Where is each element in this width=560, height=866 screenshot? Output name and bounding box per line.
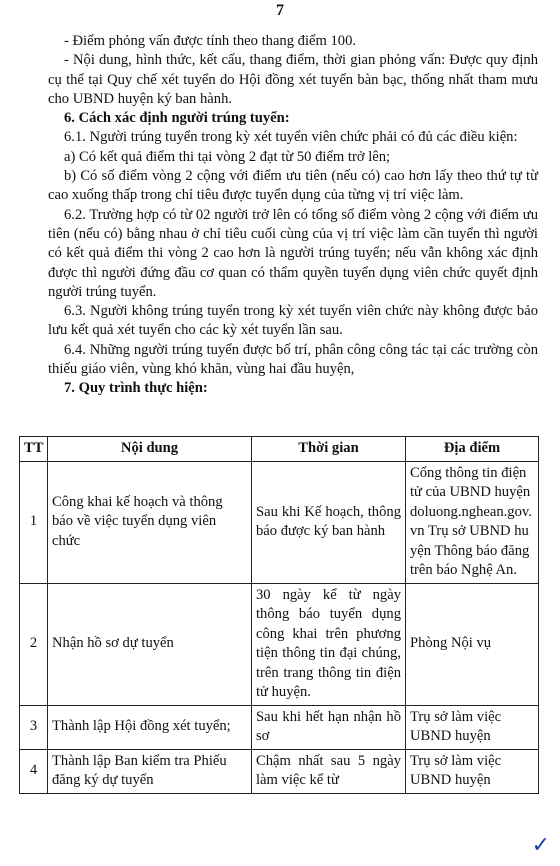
paragraph: 6.1. Người trúng tuyển trong kỳ xét tuyển viên chức phải có đủ các điều kiện: [64, 129, 518, 146]
row-place: Cổng thông tin điện tử của UBND huyện doluong.nghean.gov.vn Trụ sở UBND huyện Thông báo đăng trên báo Nghệ An. [406, 461, 539, 583]
paragraph: a) Có kết quả điểm thi tại vòng 2 đạt từ 50 điểm trở lên; [64, 148, 391, 165]
paragraph: 6.3. Người không trúng tuyển trong kỳ xét tuyển viên chức này không được bảo lưu kết quả xét tuyển cho các kỳ xét tuyển lần sau. [48, 303, 538, 339]
row-content: Công khai kế hoạch và thông báo về việc tuyển dụng viên chức [48, 461, 252, 583]
table-row [20, 583, 539, 705]
page-number: 7 [276, 2, 284, 19]
row-time: Sau khi Kế hoạch, thông báo được ký ban hành [252, 461, 406, 583]
paragraph: 6.2. Trường hợp có từ 02 người trở lên có tổng số điểm vòng 2 cộng với điểm ưu tiên (nếu có) bằng nhau ở chỉ tiêu cuối cùng của vị trí việc làm cần tuyển thì người có kết quả điểm thi vòng 2 cao hơn là người trúng tuyển; nếu vẫn không xác định được thì người đứng đầu cơ quan có thẩm quyền tuyển dụng viên chức quyết định người trúng tuyển. [48, 206, 538, 300]
checkmark-icon: ✓ [531, 832, 550, 857]
header-tt: TT [20, 437, 48, 462]
table-row [20, 705, 539, 749]
row-number: 1 [20, 461, 48, 583]
row-place: Trụ sở làm việc UBND huyện [406, 749, 539, 793]
paragraph: - Điểm phỏng vấn được tính theo thang điểm 100. [64, 33, 357, 49]
row-place: Phòng Nội vụ [406, 583, 539, 705]
paragraph: - Nội dung, hình thức, kết cấu, thang điểm, thời gian phỏng vấn: Được quy định cụ thể tại Quy chế xét tuyển do Hội đồng xét tuyển bàn bạc, thống nhất tham mưu cho UBND huyện ký ban hành. [48, 52, 538, 107]
header-time: Thời gian [252, 437, 406, 462]
paragraph: 6.4. Những người trúng tuyển được bố trí, phân công công tác tại các trường còn thiếu giáo viên, vùng khó khăn, vùng hai đầu huyện, [48, 341, 538, 378]
row-place: Trụ sở làm việc UBND huyện [406, 705, 539, 749]
table-row [20, 461, 539, 583]
row-content: Nhận hồ sơ dự tuyển [48, 583, 252, 705]
procedure-table [19, 436, 539, 794]
section-heading: 6. Cách xác định người trúng tuyển: [64, 110, 290, 127]
section-heading: 7. Quy trình thực hiện: [64, 380, 208, 397]
row-content: Thành lập Ban kiểm tra Phiếu đăng ký dự tuyển [48, 749, 252, 793]
document-body [48, 32, 538, 399]
header-content: Nội dung [48, 437, 252, 462]
row-content: Thành lập Hội đồng xét tuyển; [48, 705, 252, 749]
row-number: 3 [20, 705, 48, 749]
paragraph: b) Có số điểm vòng 2 cộng với điểm ưu tiên (nếu có) cao hơn lấy theo thứ tự từ cao xuống thấp trong chỉ tiêu được tuyển dụng của từng vị trí việc làm. [48, 168, 538, 204]
row-time: Sau khi hết hạn nhận hồ sơ [252, 705, 406, 749]
header-place: Địa điểm [406, 437, 539, 462]
table-header-row [20, 437, 539, 462]
row-number: 4 [20, 749, 48, 793]
table-row [20, 749, 539, 793]
row-number: 2 [20, 583, 48, 705]
row-time: 30 ngày kể từ ngày thông báo tuyển dụng công khai trên phương tiện thông tin đại chúng, trên trang thông tin điện tử huyện. [252, 583, 406, 705]
row-time: Chậm nhất sau 5 ngày làm việc kể từ [252, 749, 406, 793]
